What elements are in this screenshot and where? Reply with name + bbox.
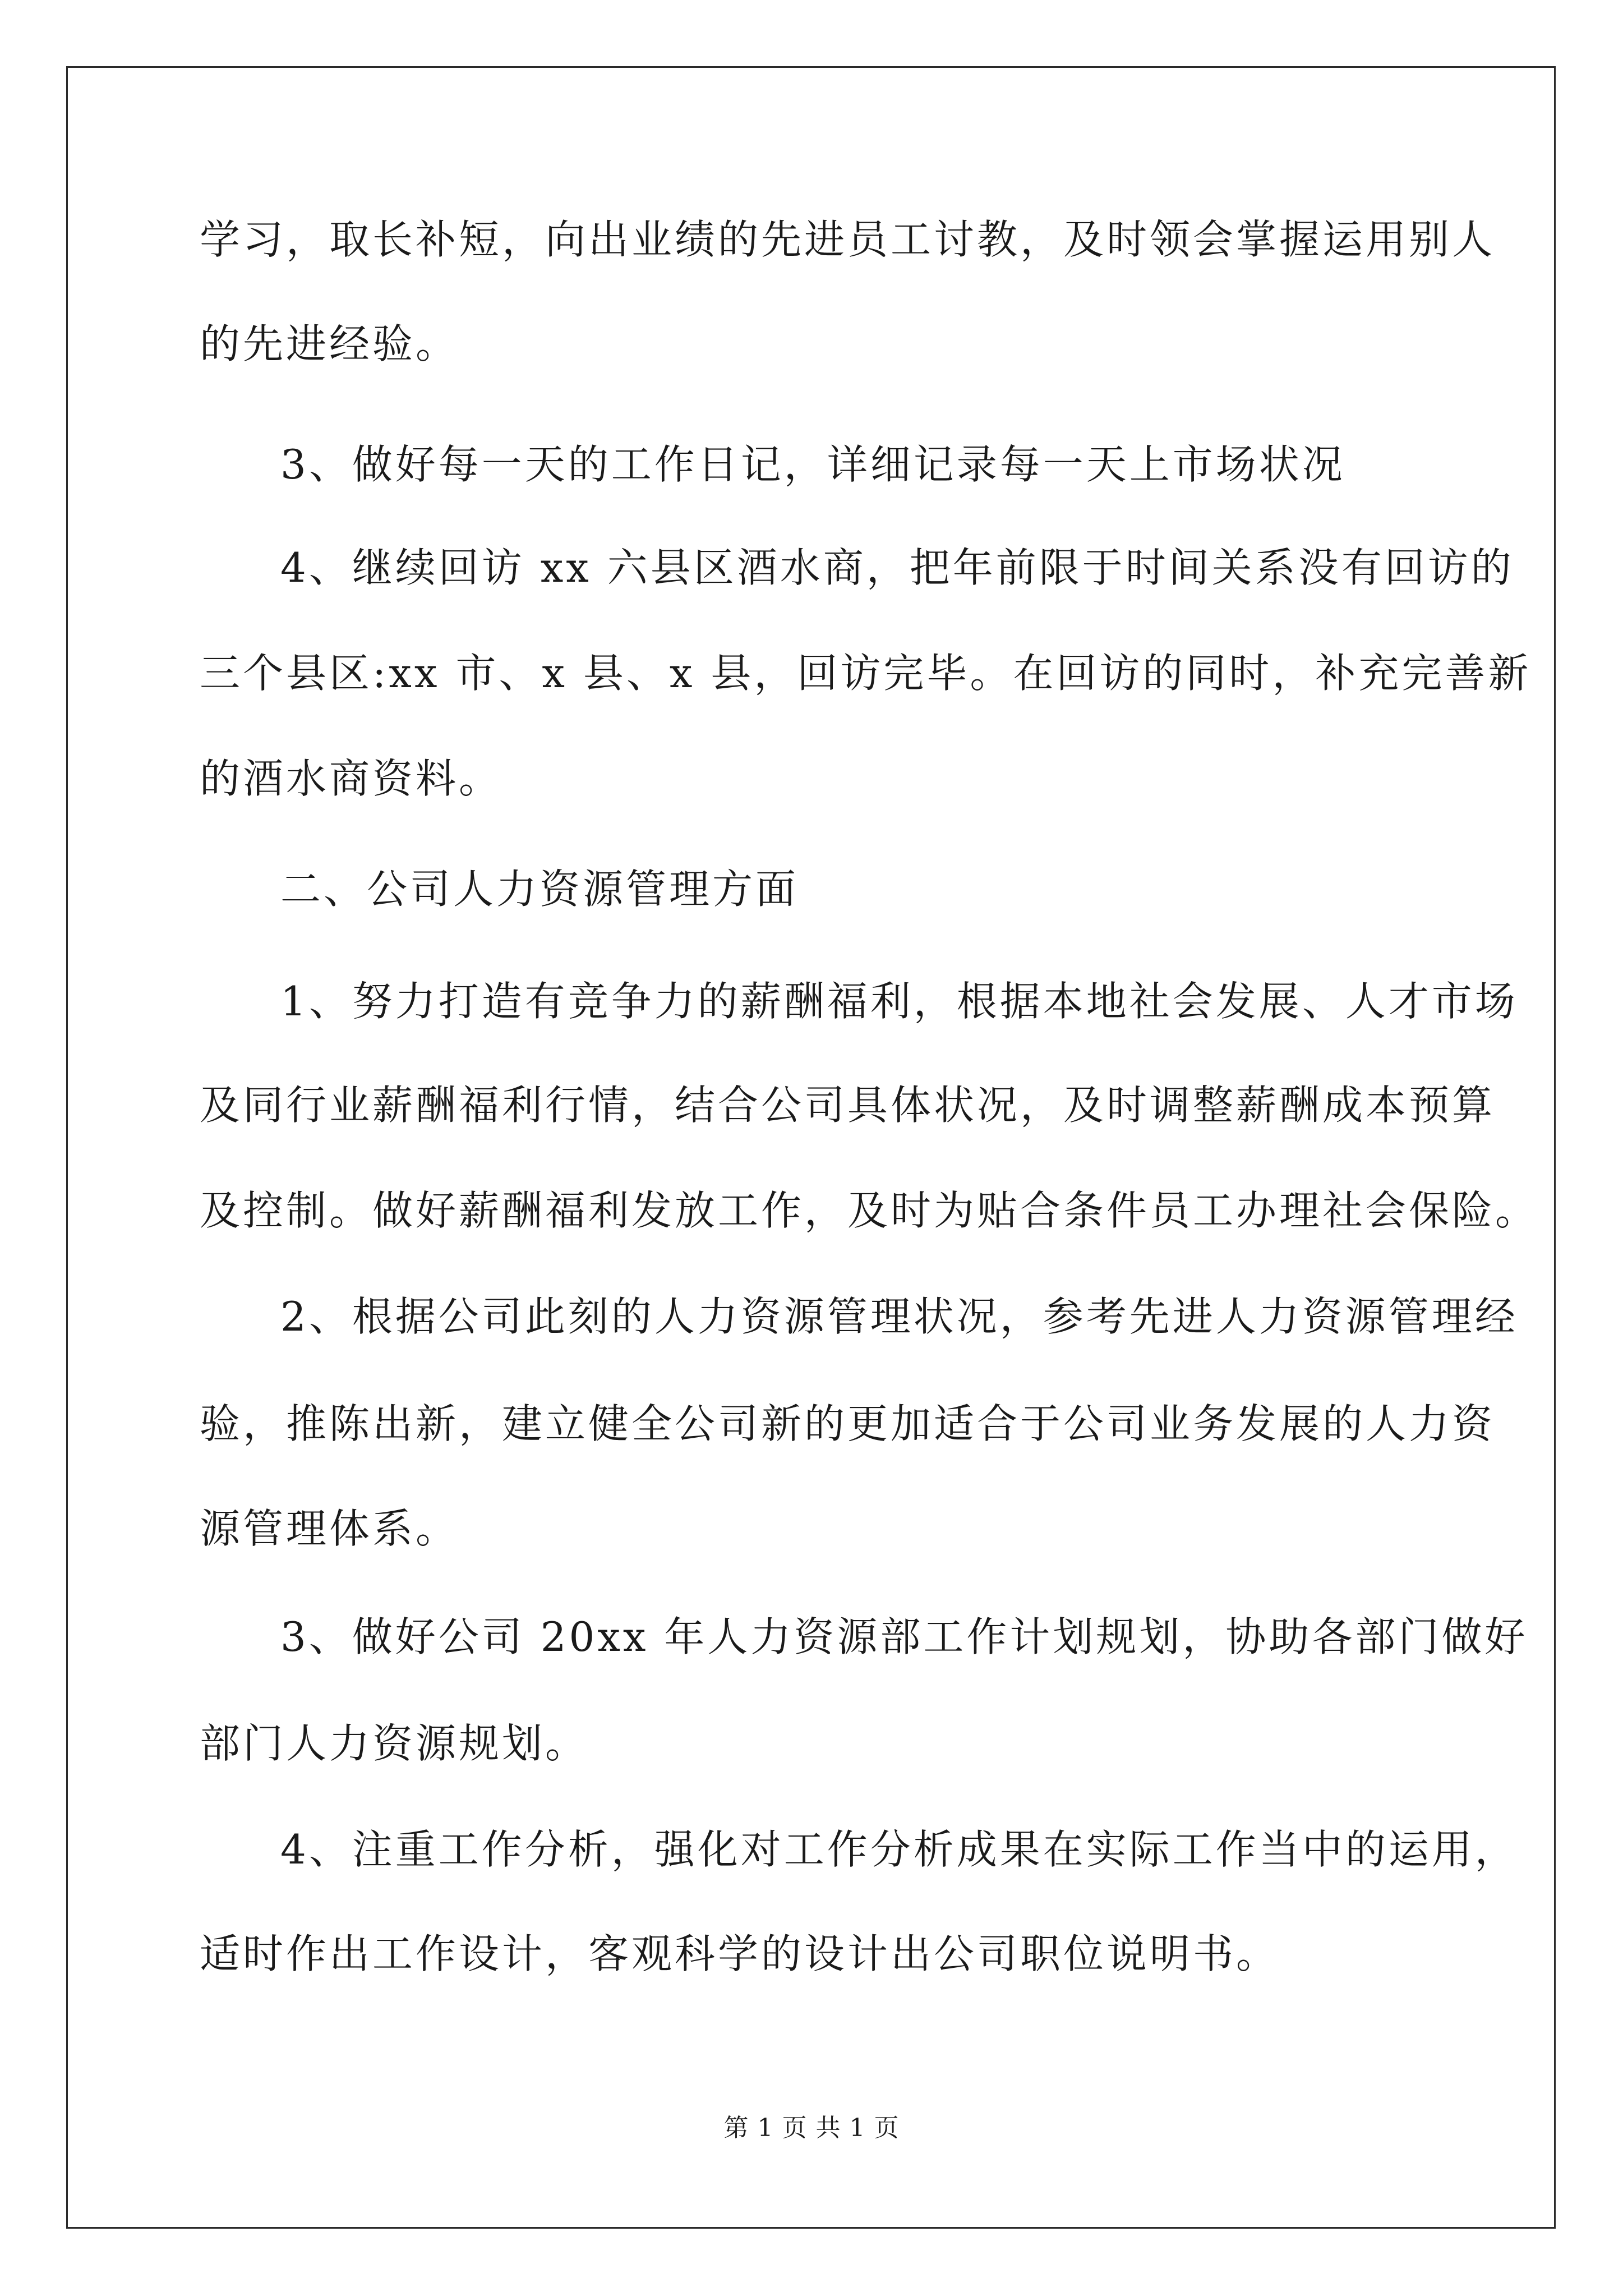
section-heading: 二、公司人力资源管理方面 xyxy=(280,866,799,913)
list-item-line: 1、努力打造有竞争力的薪酬福利，根据本地社会发展、人才市场 xyxy=(280,978,1518,1025)
text-line: 的先进经验。 xyxy=(200,320,459,367)
text-line: 验，推陈出新，建立健全公司新的更加适合于公司业务发展的人力资 xyxy=(200,1400,1496,1447)
text-line: 源管理体系。 xyxy=(200,1505,459,1552)
text-line: 三个县区:xx 市、x 县、x 县，回访完毕。在回访的同时，补充完善新 xyxy=(200,650,1532,697)
text-line: 及控制。做好薪酬福利发放工作，及时为贴合条件员工办理社会保险。 xyxy=(200,1187,1539,1234)
text-line: 的酒水商资料。 xyxy=(200,755,502,802)
list-item-line: 4、继续回访 xx 六县区酒水商，把年前限于时间关系没有回访的 xyxy=(280,544,1514,591)
text-line: 学习，取长补短，向出业绩的先进员工讨教，及时领会掌握运用别人 xyxy=(200,216,1496,263)
list-item-line: 3、做好每一天的工作日记，详细记录每一天上市场状况 xyxy=(280,441,1345,488)
text-line: 及同行业薪酬福利行情，结合公司具体状况，及时调整薪酬成本预算 xyxy=(200,1082,1496,1129)
text-line: 部门人力资源规划。 xyxy=(200,1720,589,1767)
page-footer: 第 1 页 共 1 页 xyxy=(723,2114,900,2142)
list-item-line: 4、注重工作分析，强化对工作分析成果在实际工作当中的运用， xyxy=(280,1826,1518,1873)
list-item-line: 2、根据公司此刻的人力资源管理状况，参考先进人力资源管理经 xyxy=(280,1293,1518,1340)
page-border xyxy=(66,66,1556,2229)
text-line: 适时作出工作设计，客观科学的设计出公司职位说明书。 xyxy=(200,1930,1280,1977)
list-item-line: 3、做好公司 20xx 年人力资源部工作计划规划，协助各部门做好 xyxy=(280,1613,1528,1660)
